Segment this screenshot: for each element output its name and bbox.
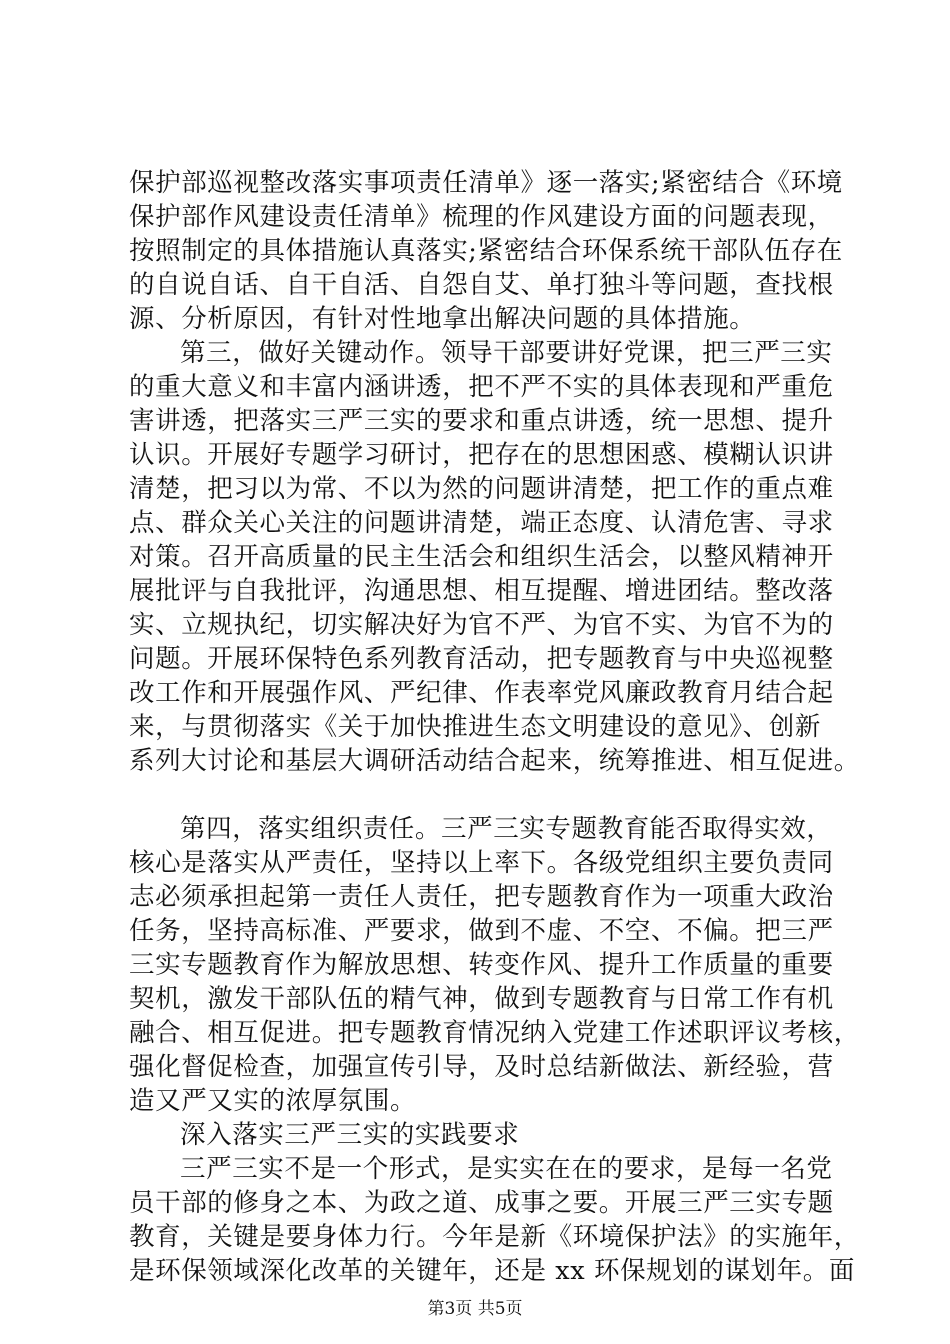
paragraph-start-line: 三严三实不是一个形式，是实实在在的要求，是每一名党 (180, 1154, 833, 1184)
text-line: 融合、相互促进。把专题教育情况纳入党建工作述职评议考核， (129, 1018, 860, 1048)
text-line: 造又严又实的浓厚氛围。 (129, 1086, 417, 1116)
text-line: 害讲透，把落实三严三实的要求和重点讲透，统一思想、提升 (129, 406, 834, 436)
text-line: 教育，关键是要身体力行。今年是新《环境保护法》的实施年， (129, 1222, 860, 1252)
text-line: 对策。召开高质量的民主生活会和组织生活会，以整风精神开 (129, 542, 834, 572)
text-line: 认识。开展好专题学习研讨，把存在的思想困惑、模糊认识讲 (129, 440, 834, 470)
paragraph-start-line: 第三，做好关键动作。领导干部要讲好党课，把三严三实 (180, 338, 833, 368)
text-line: 志必须承担起第一责任人责任，把专题教育作为一项重大政治 (129, 882, 834, 912)
text-line: 改工作和开展强作风、严纪律、作表率党风廉政教育月结合起 (129, 678, 834, 708)
text-line: 的重大意义和丰富内涵讲透，把不严不实的具体表现和严重危 (129, 372, 834, 402)
text-line: 问题。开展环保特色系列教育活动，把专题教育与中央巡视整 (129, 644, 834, 674)
text-line: 是环保领域深化改革的关键年，还是 xx 环保规划的谋划年。面 (129, 1256, 855, 1286)
text-line: 任务，坚持高标准、严要求，做到不虚、不空、不偏。把三严 (129, 916, 834, 946)
text-line: 系列大讨论和基层大调研活动结合起来，统筹推进、相互促进。 (129, 746, 860, 776)
text-line: 来，与贯彻落实《关于加快推进生态文明建设的意见》、创新 (129, 712, 821, 742)
text-line: 保护部作风建设责任清单》梳理的作风建设方面的问题表现， (129, 202, 834, 232)
paragraph-start-line: 第四，落实组织责任。三严三实专题教育能否取得实效， (180, 814, 833, 844)
text-line: 核心是落实从严责任，坚持以上率下。各级党组织主要负责同 (129, 848, 834, 878)
text-line: 强化督促检查，加强宣传引导，及时总结新做法、新经验，营 (129, 1052, 834, 1082)
text-line: 实、立规执纪，切实解决好为官不严、为官不实、为官不为的 (129, 610, 834, 640)
text-line: 三实专题教育作为解放思想、转变作风、提升工作质量的重要 (129, 950, 834, 980)
text-line: 点、群众关心关注的问题讲清楚，端正态度、认清危害、寻求 (129, 508, 834, 538)
text-line: 的自说自话、自干自活、自怨自艾、单打独斗等问题，查找根 (129, 270, 834, 300)
text-line: 源、分析原因，有针对性地拿出解决问题的具体措施。 (129, 304, 756, 334)
text-line: 清楚，把习以为常、不以为然的问题讲清楚，把工作的重点难 (129, 474, 834, 504)
text-line: 展批评与自我批评，沟通思想、相互提醒、增进团结。整改落 (129, 576, 834, 606)
text-line: 员干部的修身之本、为政之道、成事之要。开展三严三实专题 (129, 1188, 834, 1218)
page-number-footer: 第3页 共5页 (427, 1299, 523, 1319)
section-heading: 深入落实三严三实的实践要求 (180, 1120, 520, 1150)
text-line: 契机，激发干部队伍的精气神，做到专题教育与日常工作有机 (129, 984, 834, 1014)
text-line: 保护部巡视整改落实事项责任清单》逐一落实;紧密结合《环境 (129, 168, 843, 198)
text-line: 按照制定的具体措施认真落实;紧密结合环保系统干部队伍存在 (129, 236, 843, 266)
